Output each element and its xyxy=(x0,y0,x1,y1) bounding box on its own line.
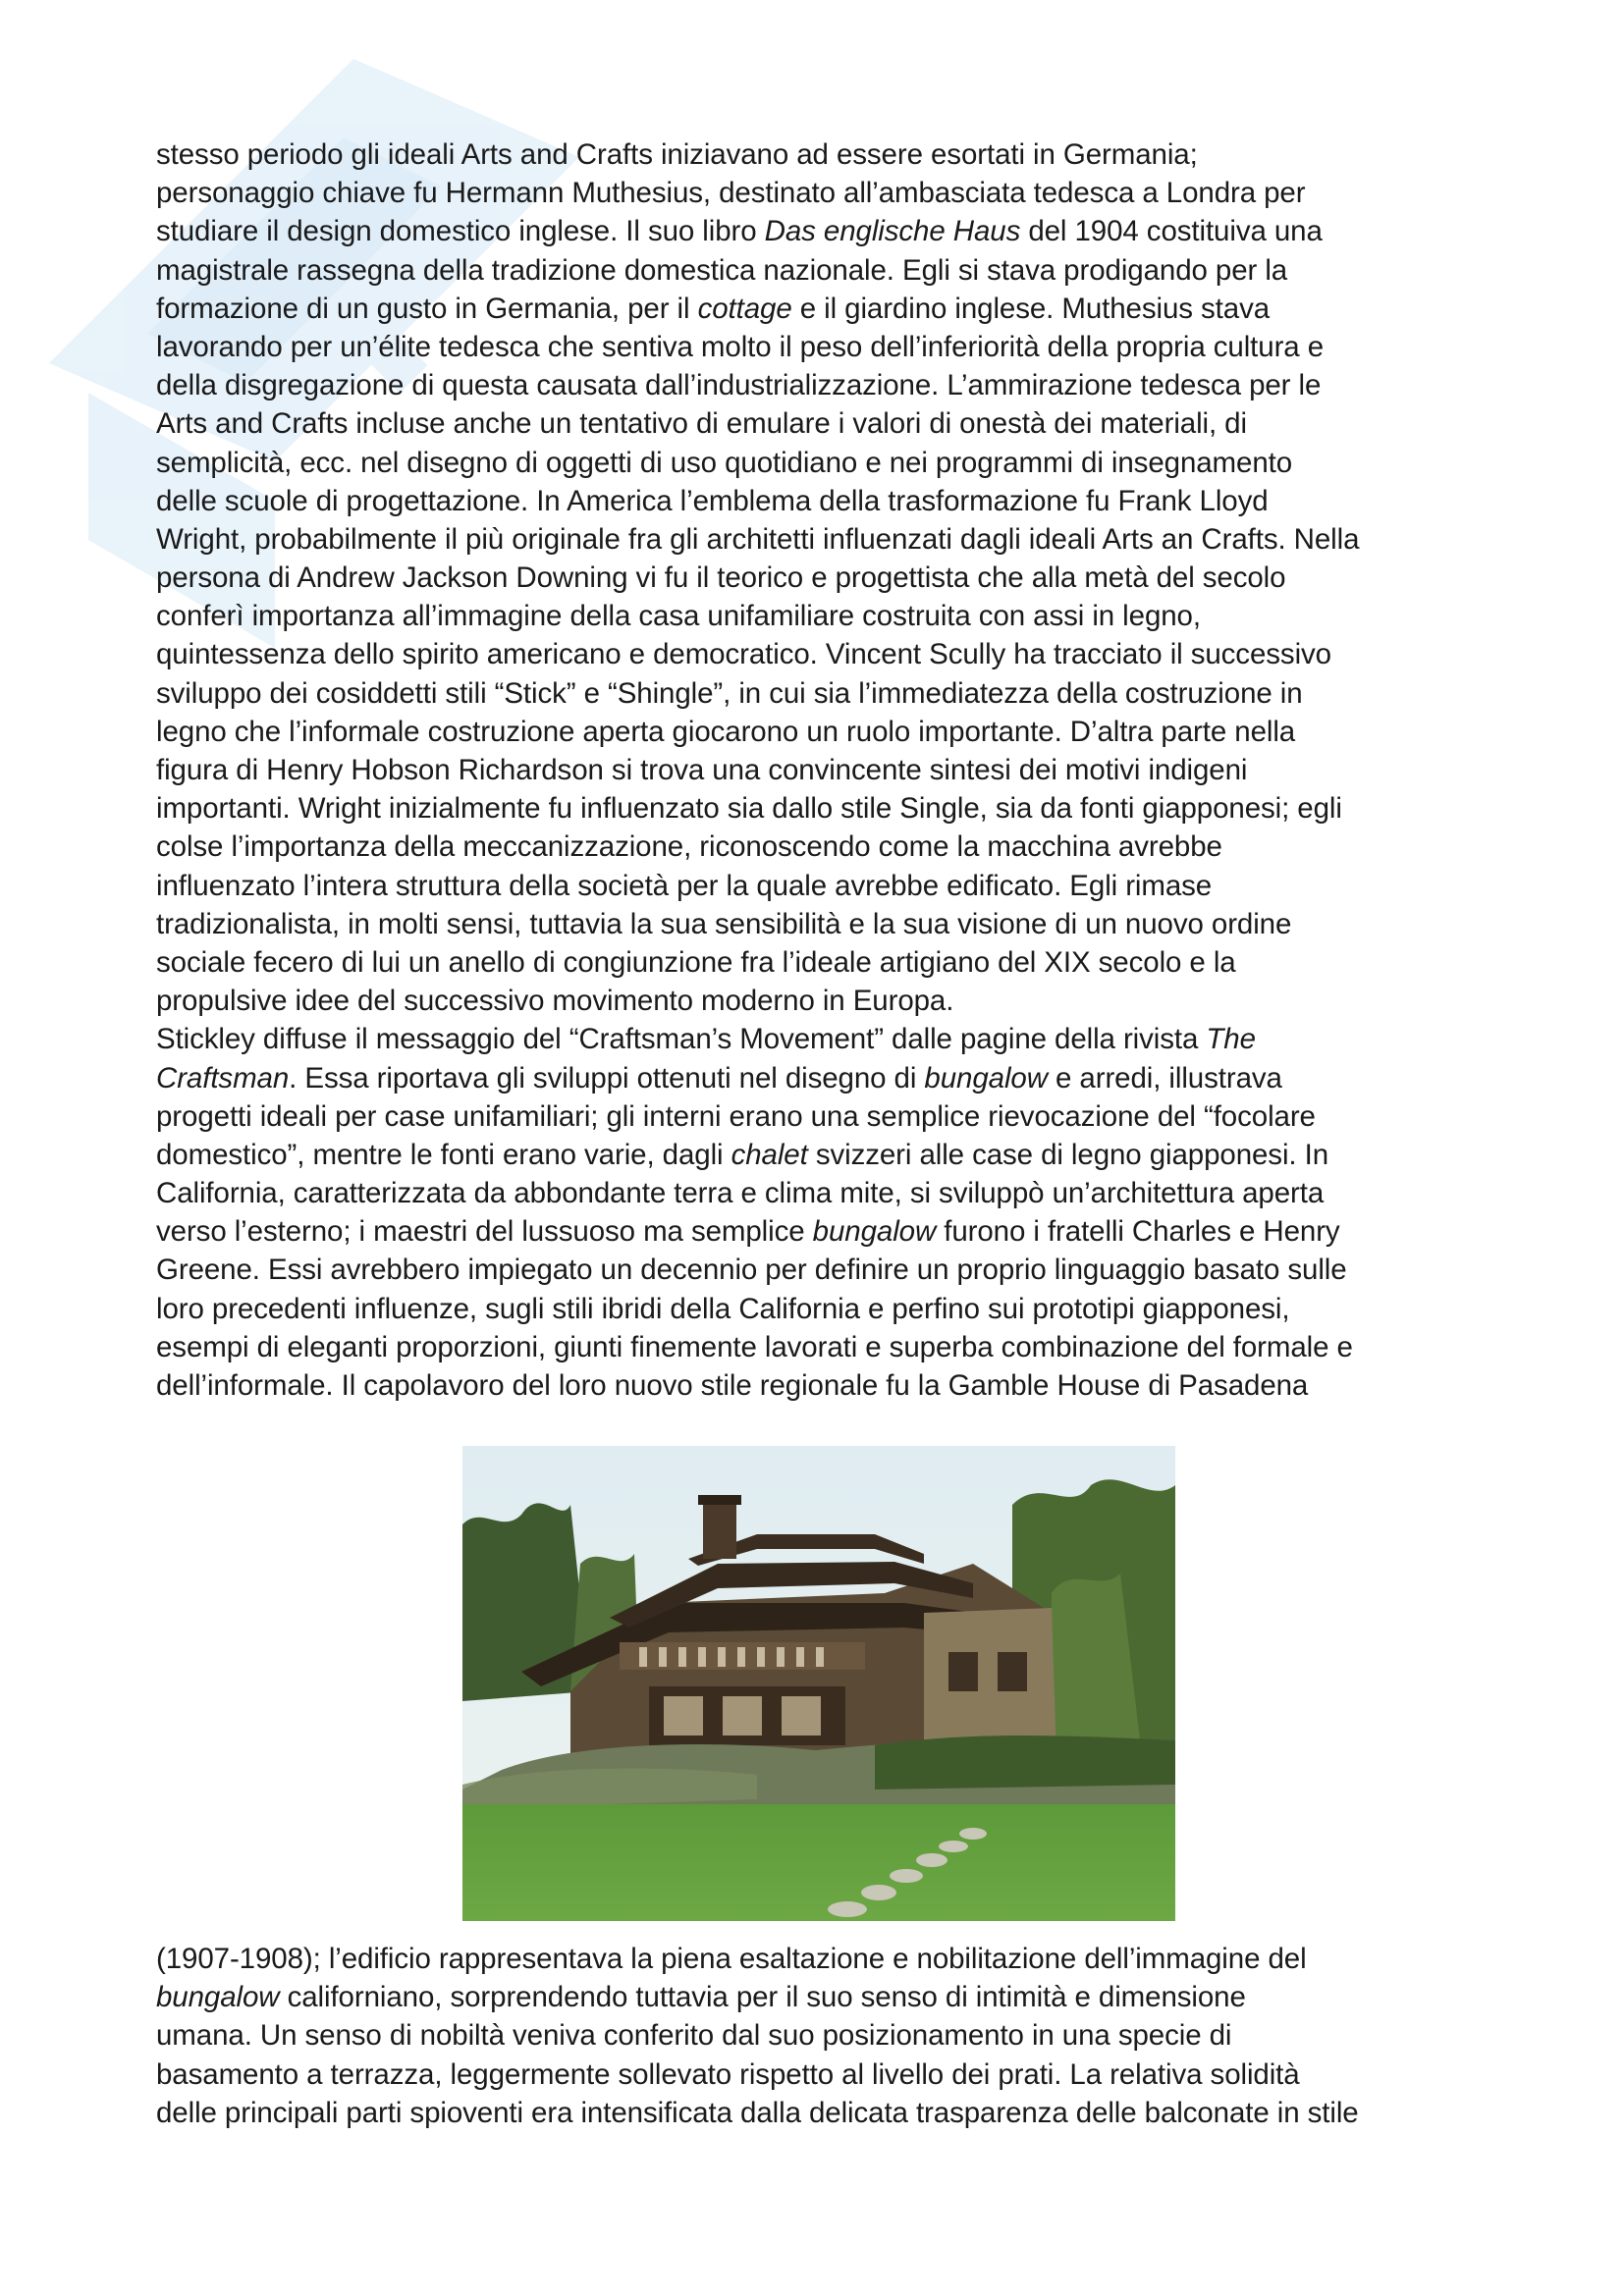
text-run: sociale fecero di lui un anello di congiunzione fra l’ideale artigiano del XIX secolo e la xyxy=(156,945,1236,979)
text-line xyxy=(156,1136,1491,1174)
italic-term: Das englische Haus xyxy=(764,215,1021,248)
text-line xyxy=(156,174,1491,212)
text-run: personaggio chiave fu Hermann Muthesius, destinato all’ambasciata tedesca a Londra per xyxy=(156,177,1306,210)
text-line xyxy=(156,1328,1491,1366)
italic-term: The xyxy=(1206,1023,1256,1056)
text-run: semplicità, ecc. nel disegno di oggetti di uso quotidiano e nei programmi di insegnamento xyxy=(156,446,1293,479)
text-line xyxy=(156,751,1491,789)
text-run: e il giardino inglese. Muthesius stava xyxy=(791,292,1271,325)
text-run: lavorando per un’élite tedesca che sentiva molto il peso dell’inferiorità della propria cultura e xyxy=(156,330,1325,363)
text-line xyxy=(156,1212,1491,1251)
text-run: del 1904 costituiva una xyxy=(1020,215,1323,248)
text-line xyxy=(156,1251,1491,1289)
text-line xyxy=(156,444,1491,482)
text-line xyxy=(156,251,1491,290)
text-run: figura di Henry Hobson Richardson si trova una convincente sintesi dei motivi indigeni xyxy=(156,754,1248,786)
text-line xyxy=(156,674,1491,713)
text-run: Wright, probabilmente il più originale fra gli architetti influenzati dagli ideali Arts an Crafts. Nella xyxy=(156,522,1360,556)
text-line xyxy=(156,404,1491,443)
text-run: furono i fratelli Charles e Henry xyxy=(936,1215,1340,1249)
text-line xyxy=(156,1940,1491,1978)
text-run: colse l’importanza della meccanizzazione, riconoscendo come la macchina avrebbe xyxy=(156,830,1222,864)
text-run: Stickley diffuse il messaggio del “Craftsman’s Movement” dalle pagine della rivista xyxy=(156,1023,1207,1056)
text-run: . Essa riportava gli sviluppi ottenuti nel disegno di xyxy=(289,1061,925,1095)
text-line xyxy=(156,713,1491,751)
text-line xyxy=(156,1174,1491,1212)
text-run: verso l’esterno; i maestri del lussuoso ma semplice xyxy=(156,1215,813,1249)
text-line xyxy=(156,328,1491,366)
text-run: persona di Andrew Jackson Downing vi fu il teorico e progettista che alla metà del secolo xyxy=(156,561,1286,595)
text-run: magistrale rassegna della tradizione domestica nazionale. Egli si stava prodigando per la xyxy=(156,253,1288,287)
text-run: delle principali parti spioventi era intensificata dalla delicata trasparenza delle balconate in stile xyxy=(156,2096,1359,2129)
text-line xyxy=(156,1366,1491,1405)
italic-term: bungalow xyxy=(924,1061,1048,1095)
text-line xyxy=(156,2094,1491,2132)
text-line xyxy=(156,1978,1491,2016)
text-line xyxy=(156,982,1491,1020)
text-run: della disgregazione di questa causata dall’industrializzazione. L’ammirazione tedesca per le xyxy=(156,369,1322,402)
text-line xyxy=(156,597,1491,635)
text-run: importanti. Wright inizialmente fu influenzato sia dallo stile Single, sia da fonti giapponesi; egli xyxy=(156,792,1342,826)
text-run: loro precedenti influenze, sugli stili ibridi della California e perfino sui prototipi giapponesi, xyxy=(156,1292,1290,1325)
text-line xyxy=(156,789,1491,828)
text-run: sviluppo dei cosiddetti stili “Stick” e “Shingle”, in cui sia l’immediatezza della costruzione in xyxy=(156,676,1303,710)
text-run: California, caratterizzata da abbondante terra e clima mite, si sviluppò un’architettura aperta xyxy=(156,1177,1325,1210)
text-run: dell’informale. Il capolavoro del loro nuovo stile regionale fu la Gamble House di Pasadena xyxy=(156,1369,1309,1402)
text-run: umana. Un senso di nobiltà veniva conferito dal suo posizionamento in una specie di xyxy=(156,2019,1232,2053)
text-line xyxy=(156,1059,1491,1097)
text-run: legno che l’informale costruzione aperta giocarono un ruolo importante. D’altra parte nella xyxy=(156,715,1296,748)
text-line xyxy=(156,559,1491,597)
text-run: Arts and Crafts incluse anche un tentativo di emulare i valori di onestà dei materiali, di xyxy=(156,407,1247,441)
text-line xyxy=(156,1290,1491,1328)
text-run: basamento a terrazza, leggermente sollevato rispetto al livello dei prati. La relativa solidità xyxy=(156,2057,1300,2091)
text-run: esempi di eleganti proporzioni, giunti finemente lavorati e superba combinazione del formale e xyxy=(156,1330,1353,1363)
text-run: conferì importanza all’immagine della casa unifamiliare costruita con assi in legno, xyxy=(156,600,1201,633)
text-line xyxy=(156,2056,1491,2094)
text-line xyxy=(156,482,1491,520)
text-run: e arredi, illustrava xyxy=(1047,1061,1282,1095)
italic-term: Craftsman xyxy=(156,1061,290,1095)
text-run: domestico”, mentre le fonti erano varie, dagli xyxy=(156,1138,731,1171)
text-run: stesso periodo gli ideali Arts and Crafts iniziavano ad essere esortati in Germania; xyxy=(156,138,1198,171)
text-line xyxy=(156,135,1491,174)
text-run: Greene. Essi avrebbero impiegato un decennio per definire un proprio linguaggio basato sulle xyxy=(156,1254,1347,1287)
text-line xyxy=(156,290,1491,328)
text-run: delle scuole di progettazione. In America l’emblema della trasformazione fu Frank Lloyd xyxy=(156,484,1269,517)
text-run: tradizionalista, in molti sensi, tuttavia la sua sensibilità e la sua visione di un nuovo ordine xyxy=(156,907,1292,940)
text-run: californiano, sorprendendo tuttavia per il suo senso di intimità e dimensione xyxy=(279,1981,1246,2014)
text-run: svizzeri alle case di legno giapponesi. In xyxy=(807,1138,1329,1171)
text-line xyxy=(156,1020,1491,1058)
italic-term: bungalow xyxy=(812,1215,937,1249)
text-run: progetti ideali per case unifamiliari; gli interni erano una semplice rievocazione del “focolare xyxy=(156,1099,1316,1133)
text-line xyxy=(156,366,1491,404)
italic-term: cottage xyxy=(697,292,792,325)
body-text-before-figure xyxy=(156,135,1491,1405)
italic-term: bungalow xyxy=(156,1981,280,2014)
italic-term: chalet xyxy=(731,1138,808,1171)
text-line xyxy=(156,520,1491,559)
gamble-house-photo xyxy=(462,1446,1175,1921)
text-line xyxy=(156,905,1491,943)
body-text-after-figure xyxy=(156,1940,1491,2132)
text-line xyxy=(156,212,1491,250)
text-run: formazione di un gusto in Germania, per il xyxy=(156,292,698,325)
text-run: quintessenza dello spirito americano e democratico. Vincent Scully ha tracciato il successivo xyxy=(156,638,1331,671)
text-run: influenzato l’intera struttura della società per la quale avrebbe edificato. Egli rimase xyxy=(156,869,1213,902)
text-line xyxy=(156,2016,1491,2055)
text-line xyxy=(156,867,1491,905)
text-run: (1907-1908); l’edificio rappresentava la piena esaltazione e nobilitazione dell’immagine del xyxy=(156,1943,1307,1975)
text-line xyxy=(156,1097,1491,1136)
text-run: propulsive idee del successivo movimento moderno in Europa. xyxy=(156,985,954,1018)
text-line xyxy=(156,828,1491,866)
text-line xyxy=(156,635,1491,673)
text-run: studiare il design domestico inglese. Il suo libro xyxy=(156,215,765,248)
text-line xyxy=(156,943,1491,982)
